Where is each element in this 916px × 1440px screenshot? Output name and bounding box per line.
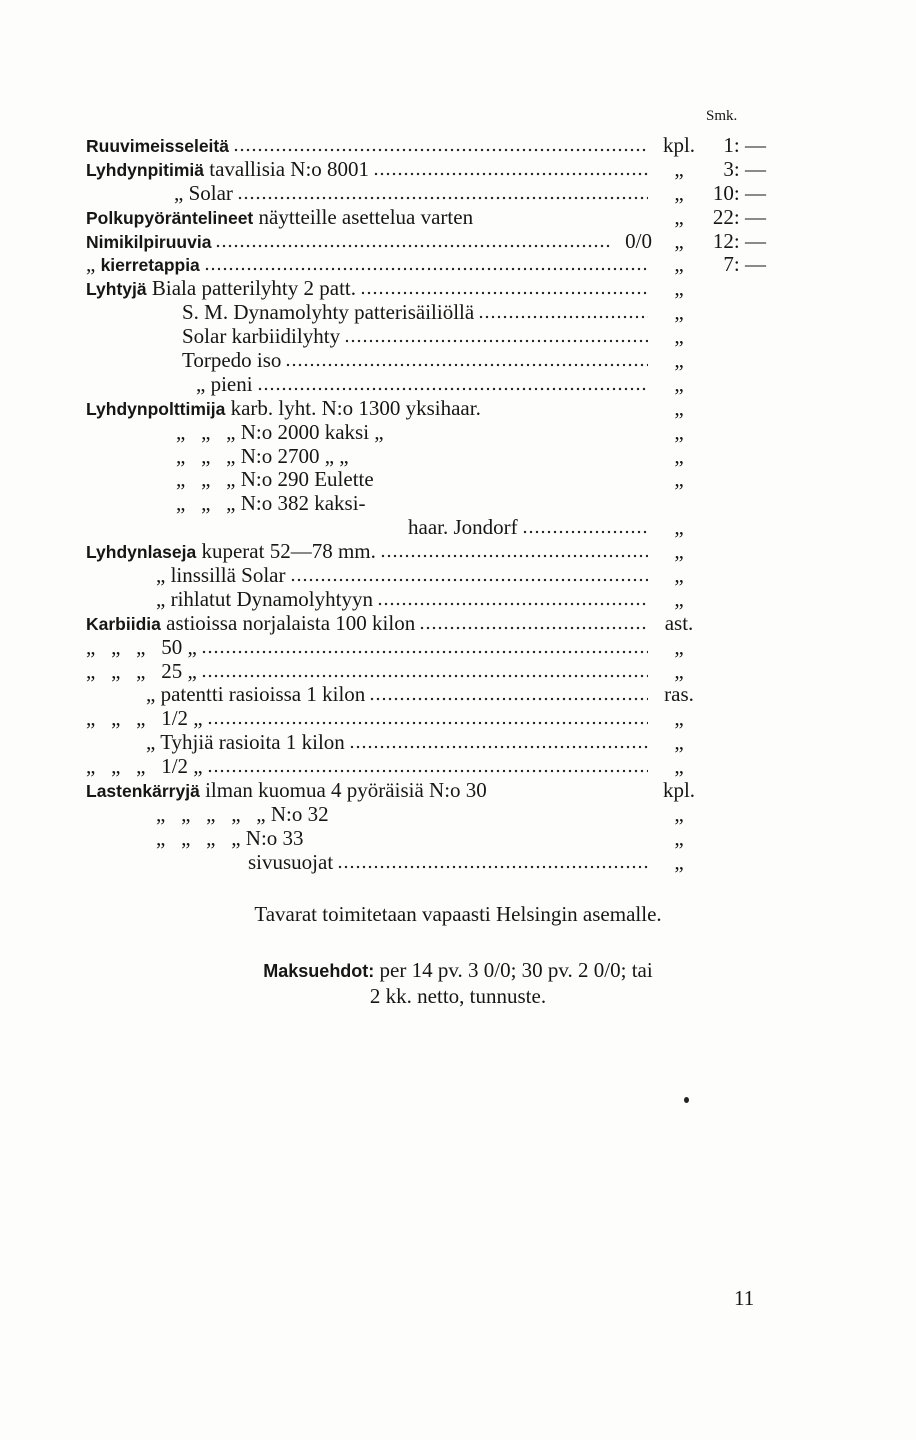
dot-leader bbox=[285, 355, 648, 367]
item-name bbox=[86, 803, 329, 827]
dot-leader bbox=[478, 307, 648, 319]
item-unit: „ bbox=[674, 324, 684, 349]
item-heading: Lyhdynpolttimija bbox=[86, 398, 226, 419]
price-row bbox=[86, 158, 766, 182]
page-number: 11 bbox=[734, 1286, 755, 1310]
item-heading: Lyhtyjä bbox=[86, 279, 147, 300]
price-row bbox=[86, 636, 766, 660]
item-heading: Lyhdynlaseja bbox=[86, 542, 197, 563]
item-name bbox=[86, 206, 473, 231]
item-name bbox=[86, 158, 369, 183]
dot-leader bbox=[360, 283, 648, 295]
price-row bbox=[86, 421, 766, 445]
dot-leader bbox=[204, 259, 648, 271]
item-text: „ „ „ 50 „ bbox=[86, 634, 197, 659]
price-list bbox=[86, 134, 766, 875]
item-name bbox=[86, 779, 487, 804]
dot-leader bbox=[349, 737, 648, 749]
item-text: „ Tyhjiä rasioita 1 kilon bbox=[146, 730, 345, 755]
payment-terms bbox=[0, 958, 916, 983]
item-text: astioissa norjalaista 100 kilon bbox=[160, 610, 416, 635]
currency-header: Smk. bbox=[706, 108, 738, 124]
item-unit: „ bbox=[674, 419, 684, 444]
item-text: haar. Jondorf bbox=[408, 515, 518, 540]
price-row bbox=[86, 325, 766, 349]
item-unit: „ bbox=[674, 348, 684, 373]
item-unit: „ bbox=[674, 801, 684, 826]
item-name bbox=[86, 230, 211, 255]
item-unit: „ bbox=[674, 515, 684, 540]
item-text: sivusuojat bbox=[248, 849, 334, 874]
price-row bbox=[86, 588, 766, 612]
item-name bbox=[86, 827, 304, 851]
price-row bbox=[86, 373, 766, 397]
price-row bbox=[86, 397, 766, 421]
dot-leader bbox=[337, 857, 648, 869]
item-text: kuperat 52—78 mm. bbox=[196, 539, 376, 564]
item-unit: „ bbox=[674, 658, 684, 683]
dot-leader bbox=[522, 522, 648, 534]
price-row bbox=[86, 731, 766, 755]
item-unit: ast. bbox=[664, 610, 694, 635]
price-row bbox=[86, 206, 766, 230]
price-row bbox=[86, 827, 766, 851]
item-name bbox=[86, 588, 373, 612]
dot-leader bbox=[215, 236, 611, 248]
price-row bbox=[86, 683, 766, 707]
item-text: „ „ „ N:o 2700 „ „ bbox=[176, 443, 349, 468]
price-row bbox=[86, 540, 766, 564]
price-row bbox=[86, 660, 766, 684]
dot-leader bbox=[201, 642, 648, 654]
item-heading: kierretappia bbox=[100, 255, 200, 276]
item-text: tavallisia N:o 8001 bbox=[203, 156, 370, 181]
item-price: 1: — bbox=[723, 133, 766, 157]
item-text: „ „ „ 25 „ bbox=[86, 658, 197, 683]
item-text: „ „ „ 1/2 „ bbox=[86, 754, 203, 779]
price-row bbox=[86, 230, 766, 254]
dot-leader bbox=[344, 331, 648, 343]
payment-terms-line2: 2 kk. netto, tunnuste. bbox=[369, 984, 547, 1008]
price-row bbox=[86, 707, 766, 731]
price-row bbox=[86, 564, 766, 588]
item-unit: „ bbox=[674, 539, 684, 564]
item-unit: „ bbox=[674, 825, 684, 850]
item-unit: „ bbox=[674, 300, 684, 325]
item-heading: Polkupyöräntelineet bbox=[86, 207, 254, 228]
dot-leader bbox=[373, 164, 648, 176]
price-row bbox=[86, 277, 766, 301]
item-text: S. M. Dynamolyhty patterisäiliöllä bbox=[182, 300, 475, 325]
dot-leader bbox=[369, 689, 648, 701]
item-name bbox=[86, 516, 518, 540]
item-heading: Karbiidia bbox=[86, 613, 161, 634]
item-text: „ patentti rasioissa 1 kilon bbox=[146, 682, 366, 707]
item-name bbox=[86, 540, 376, 565]
item-unit: „ bbox=[674, 156, 684, 181]
item-unit: „ bbox=[674, 706, 684, 731]
item-name bbox=[86, 612, 415, 637]
dot-leader bbox=[201, 666, 648, 678]
item-price: 12: — bbox=[712, 228, 766, 253]
item-heading: Nimikilpiruuvia bbox=[86, 231, 212, 252]
item-name bbox=[86, 564, 286, 588]
price-row bbox=[86, 301, 766, 325]
item-name bbox=[86, 373, 253, 397]
item-name bbox=[86, 253, 200, 278]
item-heading: Lastenkärryjä bbox=[86, 781, 200, 802]
item-unit: ras. bbox=[664, 682, 694, 707]
item-unit: „ bbox=[674, 371, 684, 396]
price-row bbox=[86, 445, 766, 469]
price-row bbox=[86, 468, 766, 492]
item-name bbox=[86, 134, 229, 159]
item-text: Solar karbiidilyhty bbox=[182, 324, 341, 349]
dot-leader bbox=[207, 713, 648, 725]
item-price: 22: — bbox=[712, 204, 766, 229]
item-text: „ „ „ N:o 2000 kaksi „ bbox=[176, 419, 384, 444]
price-row bbox=[86, 492, 766, 516]
item-unit: „ bbox=[674, 634, 684, 659]
price-row bbox=[86, 516, 766, 540]
dot-leader bbox=[233, 140, 648, 152]
item-unit: „ bbox=[674, 228, 684, 253]
item-name bbox=[86, 182, 233, 206]
price-row bbox=[86, 253, 766, 277]
price-row bbox=[86, 755, 766, 779]
item-unit: „ bbox=[674, 252, 684, 277]
item-text: Biala patterilyhty 2 patt. bbox=[146, 276, 356, 301]
dot-leader bbox=[290, 570, 649, 582]
item-text: „ bbox=[86, 252, 101, 277]
payment-terms-label: Maksuehdot: bbox=[263, 961, 375, 981]
item-name bbox=[86, 468, 374, 492]
dot-leader bbox=[207, 761, 648, 773]
item-price: 10: — bbox=[712, 180, 766, 205]
item-price: 7: — bbox=[723, 252, 766, 277]
price-row bbox=[86, 803, 766, 827]
dot-leader bbox=[257, 379, 648, 391]
price-row bbox=[86, 134, 766, 158]
payment-terms-line1: per 14 pv. 3 0/0; 30 pv. 2 0/0; tai bbox=[379, 958, 653, 982]
item-text: „ „ „ 1/2 „ bbox=[86, 706, 203, 731]
item-name bbox=[86, 325, 340, 349]
item-name bbox=[86, 397, 481, 422]
item-name bbox=[86, 660, 197, 684]
item-unit: „ bbox=[674, 563, 684, 588]
item-unit: „ bbox=[674, 754, 684, 779]
item-name bbox=[86, 349, 281, 373]
item-name bbox=[86, 755, 203, 779]
item-unit: „ bbox=[674, 730, 684, 755]
item-name bbox=[86, 492, 366, 516]
price-row bbox=[86, 182, 766, 206]
item-text: „ „ „ N:o 290 Eulette bbox=[176, 467, 374, 492]
item-heading: Lyhdynpitimiä bbox=[86, 159, 204, 180]
item-unit: „ bbox=[674, 276, 684, 301]
price-row bbox=[86, 349, 766, 373]
item-name bbox=[86, 445, 349, 469]
item-text: „ linssillä Solar bbox=[156, 563, 286, 588]
item-heading: Ruuvimeisseleitä bbox=[86, 136, 229, 156]
dot-leader bbox=[237, 188, 648, 200]
item-text: „ „ „ „ N:o 33 bbox=[156, 825, 304, 850]
item-text: „ „ „ „ „ N:o 32 bbox=[156, 801, 329, 826]
item-name bbox=[86, 277, 356, 302]
item-unit: kpl. bbox=[662, 133, 696, 157]
dot-leader bbox=[377, 594, 648, 606]
price-row bbox=[86, 612, 766, 636]
item-name bbox=[86, 636, 197, 660]
item-price: 3: — bbox=[723, 156, 766, 181]
item-unit: „ bbox=[674, 204, 684, 229]
item-text: näytteille asettelua varten bbox=[253, 204, 474, 229]
delivery-note: Tavarat toimitetaan vapaasti Helsingin asemalle. bbox=[254, 902, 662, 926]
item-unit: „ bbox=[674, 586, 684, 611]
item-tail: 0/0 bbox=[625, 228, 652, 253]
item-text: ilman kuomua 4 pyöräisiä N:o 30 bbox=[199, 778, 487, 803]
item-unit: „ bbox=[674, 443, 684, 468]
item-unit: „ bbox=[674, 849, 684, 874]
ink-dot bbox=[684, 1097, 689, 1103]
item-text: „ „ „ N:o 382 kaksi- bbox=[176, 491, 366, 516]
item-unit: „ bbox=[674, 180, 684, 205]
item-text: „ rihlatut Dynamolyhtyyn bbox=[156, 586, 373, 611]
item-text: Torpedo iso bbox=[182, 348, 282, 373]
item-unit: „ bbox=[674, 395, 684, 420]
item-text: „ pieni bbox=[196, 371, 253, 396]
item-name bbox=[86, 851, 333, 875]
item-name bbox=[86, 421, 384, 445]
item-text: karb. lyht. N:o 1300 yksihaar. bbox=[225, 395, 481, 420]
price-row bbox=[86, 851, 766, 875]
dot-leader bbox=[419, 618, 648, 630]
item-name bbox=[86, 731, 345, 755]
dot-leader bbox=[380, 546, 648, 558]
item-name bbox=[86, 707, 203, 731]
price-row bbox=[86, 779, 766, 803]
item-unit: „ bbox=[674, 467, 684, 492]
item-text: „ Solar bbox=[174, 180, 233, 205]
item-unit: kpl. bbox=[662, 778, 696, 803]
item-name bbox=[86, 683, 365, 707]
item-name bbox=[86, 301, 474, 325]
